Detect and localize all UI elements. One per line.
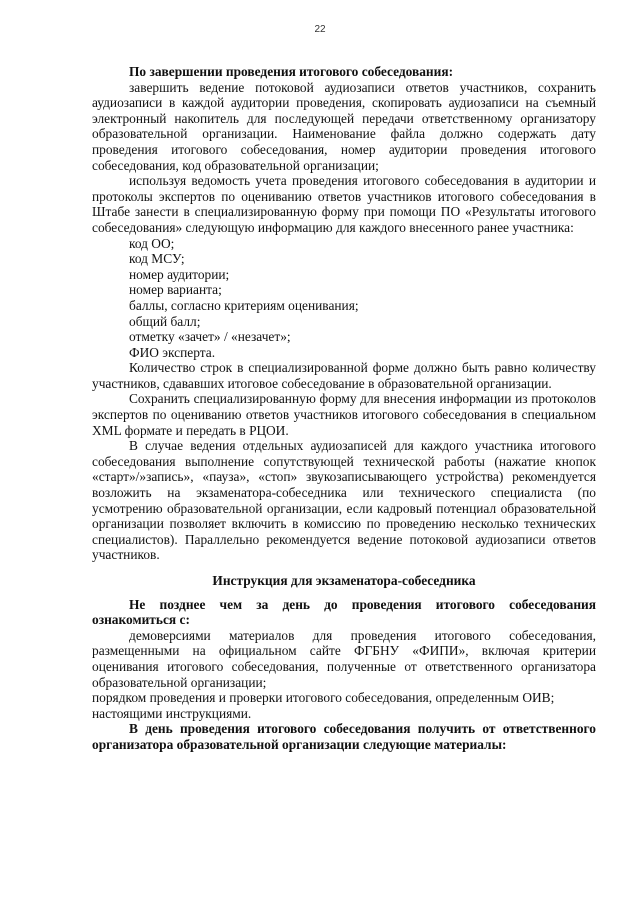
paragraph: Количество строк в специализированной форме должно быть равно количеству участников, сдававших итоговое собеседование в образовательной организации.	[92, 360, 596, 391]
paragraph: настоящими инструкциями.	[92, 705, 252, 721]
page-number: 22	[314, 24, 326, 35]
list-item: общий балл;	[129, 313, 201, 329]
list-item: код ОО;	[129, 235, 175, 251]
section-title: Инструкция для экзаменатора-собеседника	[212, 573, 476, 588]
paragraph: демоверсиями материалов для проведения итогового собеседования, размещенными на официальном сайте ФГБНУ «ФИПИ», включая критерии оценивания итогового собеседования, полученные от ответственного организатора образовательной организации;	[92, 627, 596, 690]
info-list	[92, 236, 596, 361]
section-heading: Не позднее чем за день до проведения итогового собеседования ознакомиться с:	[92, 596, 596, 628]
paragraph: порядком проведения и проверки итогового собеседования, определенным ОИВ;	[92, 690, 555, 706]
section-heading: В день проведения итогового собеседования получить от ответственного организатора образовательной организации следующие материалы:	[92, 721, 596, 752]
document-body	[92, 64, 596, 753]
list-item: отметку «зачет» / «незачет»;	[129, 329, 291, 345]
paragraph: В случае ведения отдельных аудиозаписей для каждого участника итогового собеседования выполнение сопутствующей технической работы (нажатие кнопок «старт»/»запись», «пауза», «стоп» звукозаписывающего устройства) рекомендуется возложить на экзаменатора-собеседника или технического специалиста (по усмотрению образовательной организации, если кадровый потенциал образовательной организации позволяет включить в комиссию по проведению несколько технических специалистов). Параллельно рекомендуется ведение потоковой аудиозаписи ответов участников.	[92, 438, 596, 563]
paragraph: Сохранить специализированную форму для внесения информации из протоколов экспертов по оцениванию ответов участников итогового собеседования в специальном XML формате и передать в РЦОИ.	[92, 391, 596, 438]
paragraph: завершить ведение потоковой аудиозаписи ответов участников, сохранить аудиозаписи в каждой аудитории проведения, скопировать аудиозаписи на съемный электронный накопитель для последующей передачи ответственному организатору образовательной организации. Наименование файла должно содержать дату проведения итогового собеседования, номер аудитории проведения итогового собеседования, код образовательной организации;	[92, 79, 596, 173]
list-item: номер аудитории;	[129, 266, 230, 282]
section-heading: По завершении проведения итогового собеседования:	[129, 64, 454, 79]
list-item: ФИО эксперта.	[129, 344, 216, 360]
paragraph: используя ведомость учета проведения итогового собеседования в аудитории и протоколы экспертов по оцениванию ответов участников итогового собеседования в Штабе занести в специализированную форму при помощи ПО «Результаты итогового собеседования» следующую информацию для каждого внесенного ранее участника:	[92, 173, 596, 235]
list-item: баллы, согласно критериям оценивания;	[129, 297, 359, 313]
list-item: номер варианта;	[129, 282, 222, 298]
list-item: код МСУ;	[129, 251, 185, 267]
